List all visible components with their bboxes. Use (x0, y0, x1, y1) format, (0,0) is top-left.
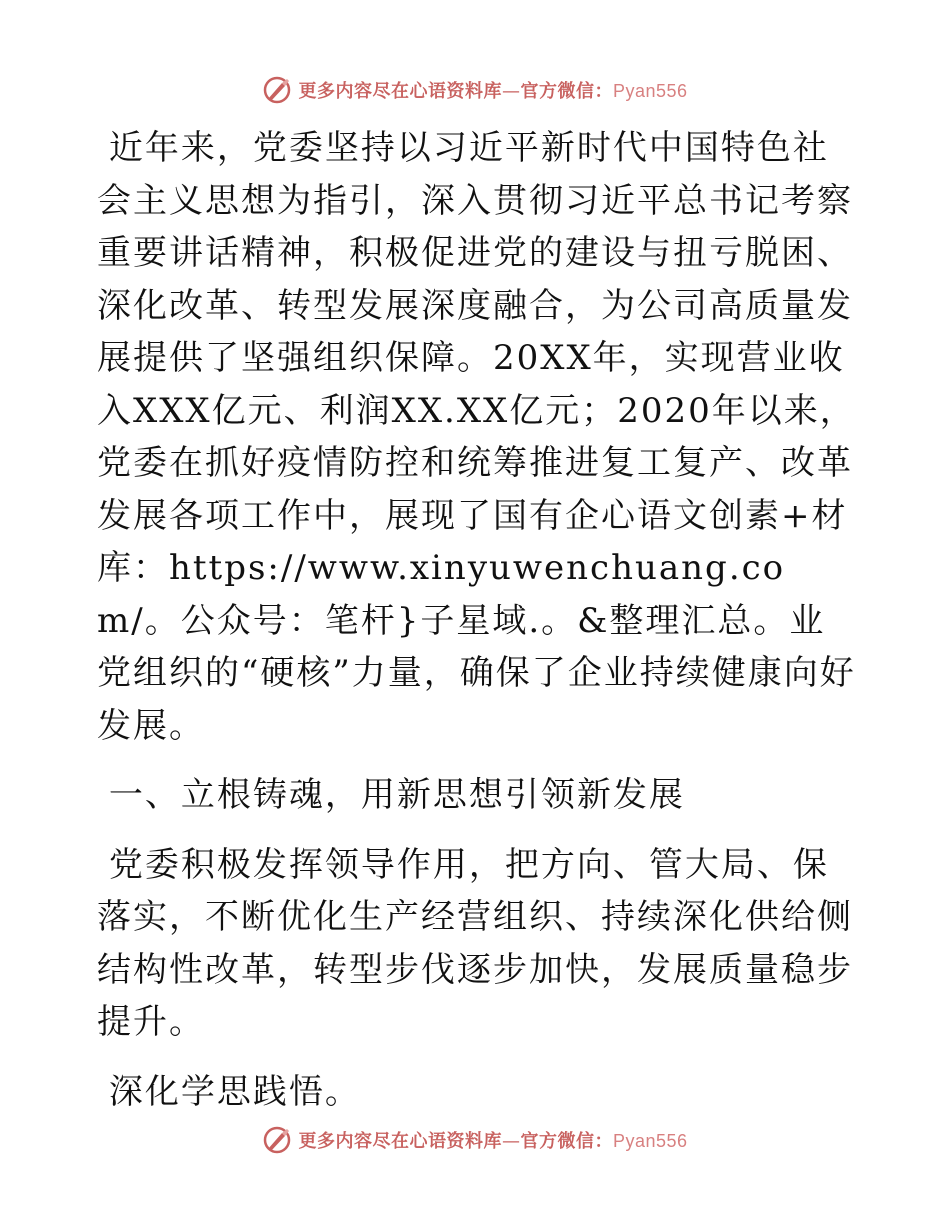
banner-wechat-label: 官方微信： (520, 1131, 613, 1152)
banner-separator: — (501, 81, 521, 102)
header-watermark-banner (0, 70, 950, 110)
pen-logo-icon (262, 75, 292, 105)
section-heading: 一、立根铸魂，用新思想引领新发展 (108, 775, 685, 815)
banner-wechat-label: 官方微信： (520, 81, 613, 102)
banner-main-text: 更多内容尽在心语资料库 (298, 1131, 502, 1152)
banner-text (298, 77, 687, 103)
body-paragraph-study: 深化学思践悟。 (108, 1071, 361, 1112)
banner-separator: — (501, 1131, 521, 1152)
body-paragraph-intro: 近年来，党委坚持以习近平新时代中国特色社会主义思想为指引，深入贯彻习近平总书记考察重要讲话精神，积极促进党的建设与扭亏脱困、深化改革、转型发展深度融合，为公司高质量发展提供了坚强组织保障。20XX年，实现营业收入XXX亿元、利润XX.XX亿元；2020年以来，党委在抓好疫情防控和统筹推进复工复产、改革发展各项工作中，展现了国有企心语文创素+材库：https://www.xinyuwenchuang.com/。公众号：笔杆}子星域.。&整理汇总。业党组织的“硬核”力量，确保了企业持续健康向好发展。 (97, 128, 856, 746)
banner-wechat-id: Pyan556 (612, 1131, 688, 1151)
banner-wechat-id: Pyan556 (612, 81, 688, 101)
banner-text (298, 1127, 687, 1153)
footer-watermark-banner (0, 1120, 950, 1160)
pen-logo-icon (262, 1125, 292, 1155)
body-paragraph-leadership: 党委积极发挥领导作用，把方向、管大局、保落实，不断优化生产经营组织、持续深化供给侧结构性改革，转型步伐逐步加快，发展质量稳步提升。 (97, 844, 853, 1042)
banner-main-text: 更多内容尽在心语资料库 (298, 81, 502, 102)
document-body (97, 122, 857, 1118)
